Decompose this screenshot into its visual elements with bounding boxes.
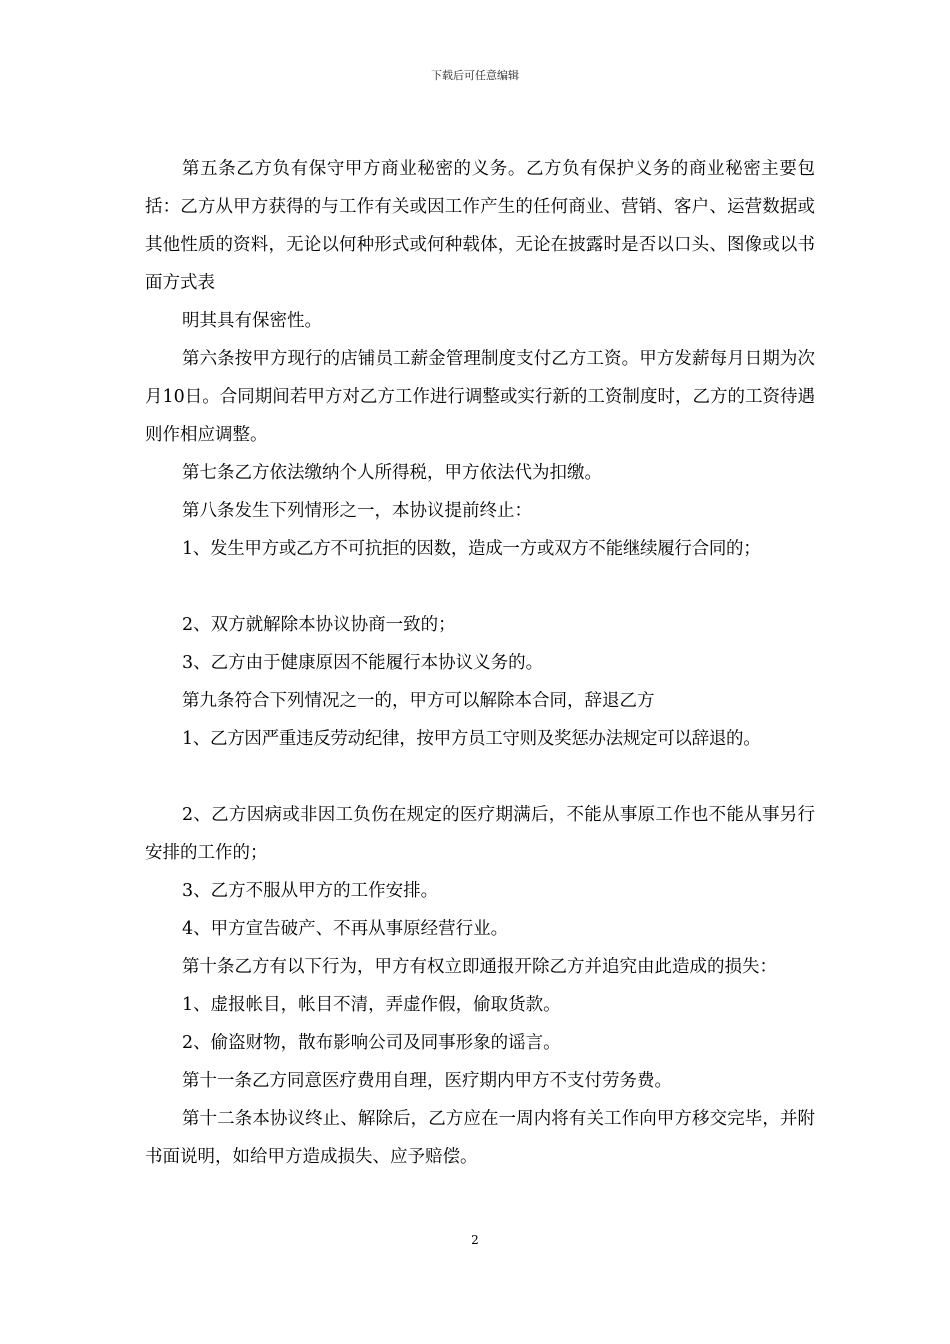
list-item-8-1: 1、发生甲方或乙方不可抗拒的因数，造成一方或双方不能继续履行合同的； [182, 539, 761, 559]
paragraph-article-10: 第十条乙方有以下行为，甲方有权立即通报开除乙方并追究由此造成的损失： [182, 957, 777, 977]
list-item-9-3: 3、乙方不服从甲方的工作安排。 [182, 881, 439, 901]
page-number: 2 [471, 1233, 479, 1247]
paragraph-article-11: 第十一条乙方同意医疗费用自理，医疗期内甲方不支付劳务费。 [182, 1071, 672, 1091]
list-item-9-2: 2、乙方因病或非因工负伤在规定的医疗期满后，不能从事原工作也不能从事另行安排的工作的； [145, 805, 815, 863]
paragraph-article-12: 第十二条本协议终止、解除后，乙方应在一周内将有关工作向甲方移交完毕，并附书面说明，如给甲方造成损失、应予赔偿。 [145, 1109, 815, 1167]
list-item-9-1: 1、乙方因严重违反劳动纪律，按甲方员工守则及奖惩办法规定可以辞退的。 [182, 729, 761, 749]
paragraph-article-5-cont: 明其具有保密性。 [182, 311, 322, 331]
paragraph-article-7: 第七条乙方依法缴纳个人所得税，甲方依法代为扣缴。 [182, 463, 602, 483]
list-item-10-1: 1、虚报帐目，帐目不清，弄虚作假，偷取货款。 [182, 995, 561, 1015]
list-item-9-4: 4、甲方宣告破产、不再从事原经营行业。 [182, 919, 509, 939]
paragraph-article-6: 第六条按甲方现行的店铺员工薪金管理制度支付乙方工资。甲方发薪每月日期为次月10日。合同期间若甲方对乙方工作进行调整或实行新的工资制度时，乙方的工资待遇则作相应调整。 [145, 349, 815, 445]
paragraph-article-8: 第八条发生下列情形之一，本协议提前终止： [182, 501, 532, 521]
list-item-8-3: 3、乙方由于健康原因不能履行本协议义务的。 [182, 653, 544, 673]
blank-line [145, 568, 815, 606]
paragraph-article-9: 第九条符合下列情况之一的，甲方可以解除本合同，辞退乙方 [182, 691, 655, 711]
page-header: 下载后可任意编辑 [431, 69, 519, 82]
document-body [145, 150, 815, 1176]
list-item-8-2: 2、双方就解除本协议协商一致的； [182, 615, 456, 635]
paragraph-article-5: 第五条乙方负有保守甲方商业秘密的义务。乙方负有保护义务的商业秘密主要包括：乙方从甲方获得的与工作有关或因工作产生的任何商业、营销、客户、运营数据或其他性质的资料，无论以何种形式或何种载体，无论在披露时是否以口头、图像或以书面方式表 [145, 159, 815, 293]
blank-line [145, 758, 815, 796]
list-item-10-2: 2、偷盗财物，散布影响公司及同事形象的谣言。 [182, 1033, 561, 1053]
